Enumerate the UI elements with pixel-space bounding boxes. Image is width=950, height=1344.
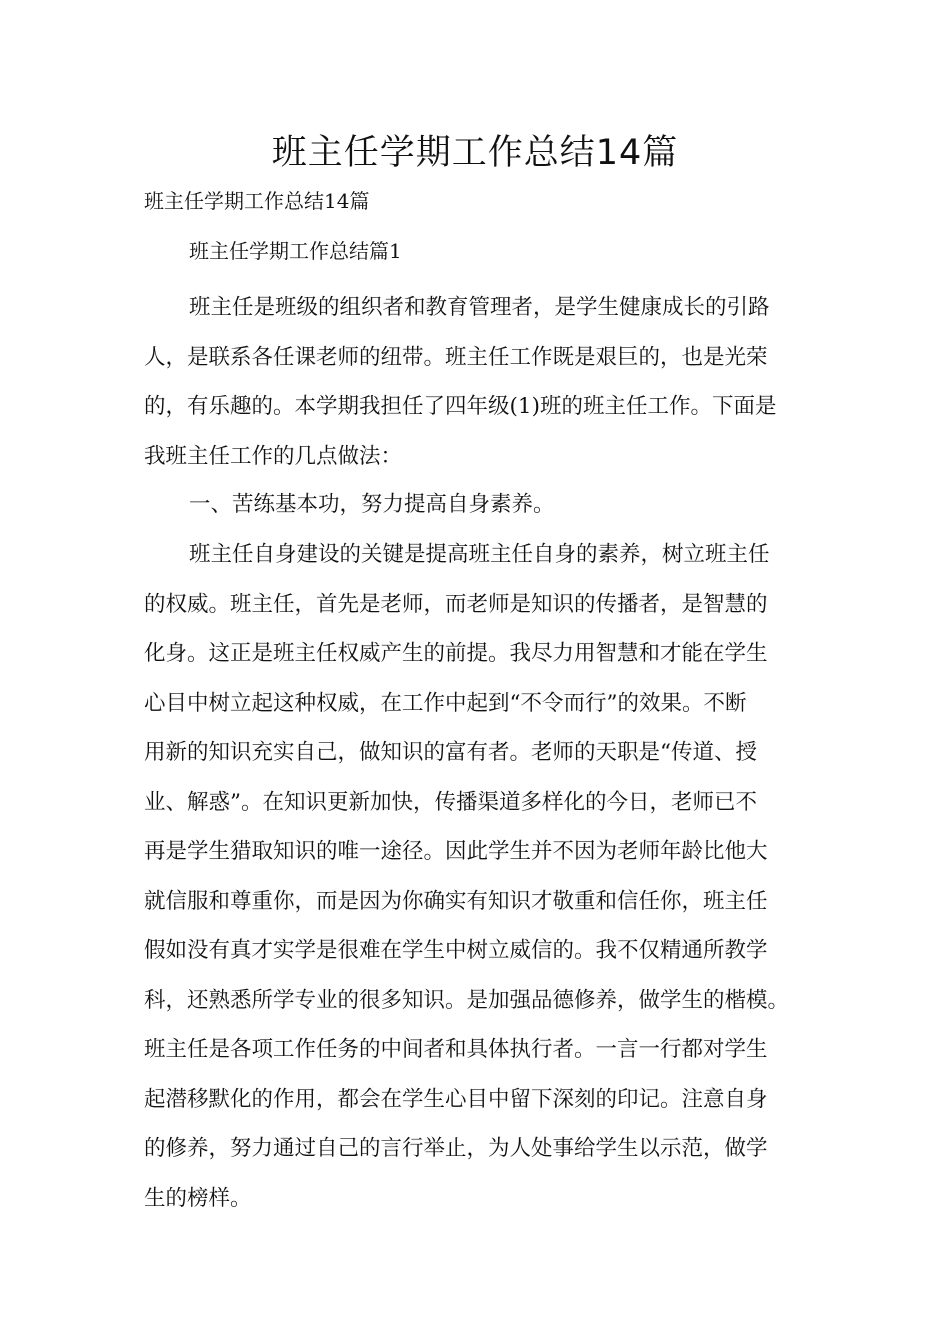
paragraph-line: 班主任是班级的组织者和教育管理者，是学生健康成长的引路 [189, 295, 770, 320]
paragraph-line: 科，还熟悉所学专业的很多知识。是加强品德修养，做学生的楷模。 [144, 987, 790, 1013]
paragraph-point-1 [144, 530, 809, 1223]
paragraph-line: 化身。这正是班主任权威产生的前提。我尽力用智慧和才能在学生 [144, 641, 768, 666]
paragraph-line: 假如没有真才实学是很难在学生中树立威信的。我不仅精通所教学 [144, 938, 768, 963]
paragraph-line: 再是学生猎取知识的唯一途径。因此学生并不因为老师年龄比他大 [144, 839, 768, 864]
paragraph-line: 生的榜样。 [144, 1185, 252, 1211]
paragraph-line: 就信服和尊重你，而是因为你确实有知识才敬重和信任你，班主任 [144, 888, 768, 914]
paragraph-line: 用新的知识充实自己，做知识的富有者。老师的天职是“传道、授 [144, 740, 757, 765]
paragraph-intro [144, 283, 809, 481]
document-subtitle: 班主任学期工作总结14篇 [144, 189, 370, 213]
paragraph-line: 我班主任工作的几点做法： [144, 443, 403, 469]
paragraph-line: 的权威。班主任，首先是老师，而老师是知识的传播者，是智慧的 [144, 591, 768, 617]
paragraph-line: 的，有乐趣的。本学期我担任了四年级(1)班的班主任工作。下面是 [144, 394, 777, 419]
paragraph-line: 心目中树立起这种权威，在工作中起到“不令而行”的效果。不断 [144, 690, 747, 716]
paragraph-line: 起潜移默化的作用，都会在学生心目中留下深刻的印记。注意自身 [144, 1086, 768, 1112]
paragraph-line: 班主任自身建设的关键是提高班主任自身的素养，树立班主任 [189, 542, 770, 567]
paragraph-line: 人，是联系各任课老师的纽带。班主任工作既是艰巨的，也是光荣 [144, 344, 768, 370]
point-1-heading: 一、苦练基本功，努力提高自身素养。 [189, 492, 555, 517]
paragraph-line: 班主任是各项工作任务的中间者和具体执行者。一言一行都对学生 [144, 1037, 768, 1062]
section-heading: 班主任学期工作总结篇1 [189, 239, 402, 263]
point-1-heading-block [144, 480, 809, 530]
document-title: 班主任学期工作总结14篇 [271, 133, 679, 173]
paragraph-line: 的修养，努力通过自己的言行举止，为人处事给学生以示范，做学 [144, 1136, 768, 1161]
paragraph-line: 业、解惑”。在知识更新加快，传播渠道多样化的今日，老师已不 [144, 789, 757, 815]
